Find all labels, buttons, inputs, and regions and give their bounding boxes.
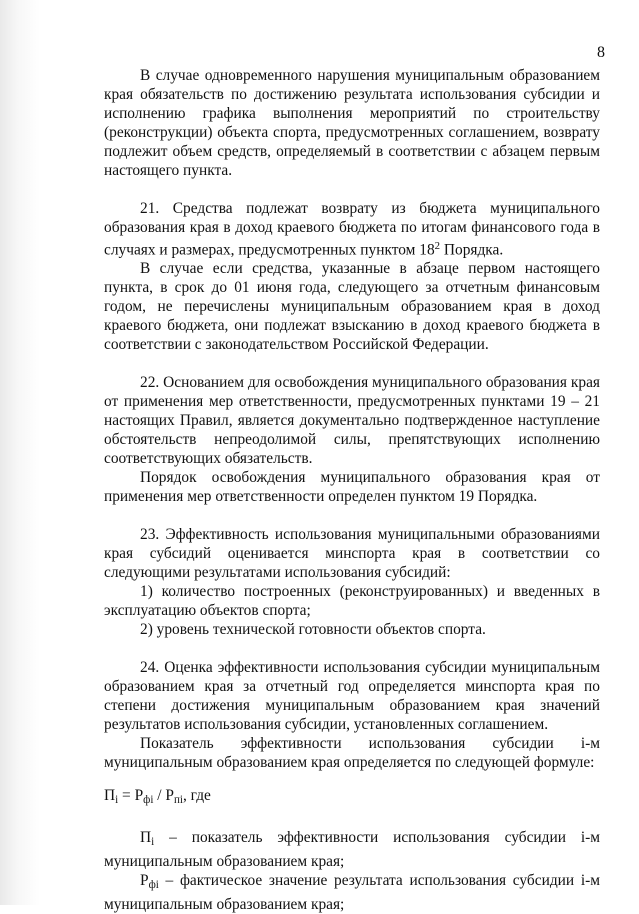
document-body (104, 66, 600, 914)
definition-p-sub: i (151, 835, 155, 848)
formula-p: П (104, 787, 116, 805)
list-item-1: 1) количество построенных (реконструированных) и введенных в эксплуатацию объектов спорта; (104, 583, 600, 620)
paragraph-22-procedure: Порядок освобождения муниципального образования края от применения мер ответственности определен пунктом 19 Порядка. (104, 469, 600, 506)
paragraph-24-formula-intro: Показатель эффективности использования субсидии i-м муниципальным образованием края определяется по следующей формуле: (104, 735, 600, 772)
paragraph-21-superscript: 2 (434, 240, 441, 252)
formula-rp-sub: пi (173, 794, 183, 807)
definition-rf (104, 871, 600, 914)
paragraph-22: 22. Основанием для освобождения муниципального образования края от применения мер ответственности, предусмотренных пунктами 19 – 21 настоящих Правил, является документально подтвержденное наступление обстоятельств непреодолимой силы, препятствующих исполнению соответствующих обязательств. (104, 374, 600, 468)
page-number: 8 (597, 44, 605, 61)
formula-p-sub: i (115, 794, 119, 807)
definition-rf-symbol: Р (140, 871, 149, 889)
paragraph-21-tail: Порядка. (440, 241, 504, 259)
formula-slash: / Р (153, 787, 174, 805)
definition-p (104, 828, 600, 871)
list-item-2: 2) уровень технической готовности объектов спорта. (140, 621, 486, 639)
definition-p-text: – показатель эффективности использования субсидии i-м муниципальным образованием края; (104, 829, 600, 870)
definition-rf-text: – фактическое значение результата использования субсидии i-м муниципальным образованием края; (104, 871, 600, 913)
formula-tail: , где (182, 787, 211, 805)
formula-rf-sub: фi (143, 794, 154, 807)
paragraph-21-recovery: В случае если средства, указанные в абзаце первом настоящего пункта, в срок до 01 июня года, следующего за отчетным финансовым годом, не перечислены муниципальным образованием края в доход краевого бюджета, они подлежат взысканию в доход краевого бюджета в соответствии с законодательством Российской Федерации. (104, 260, 600, 354)
paragraph-23: 23. Эффективность использования муниципальными образованиями края субсидий оценивается минспорта края в соответствии со следующими результатами использования субсидий: (104, 526, 600, 582)
paragraph-21-text: 21. Средства подлежат возврату из бюджета муниципального образования края в доход краевого бюджета по итогам финансового года в случаях и размерах, предусмотренных пунктом 18 (104, 200, 600, 259)
formula-eq: = Р (118, 787, 144, 805)
paragraph-21 (104, 199, 600, 259)
definition-p-symbol: П (140, 829, 152, 847)
formula (104, 786, 600, 810)
definition-rf-sub: фi (148, 878, 159, 891)
paragraph-penalty-combined: В случае одновременного нарушения муниципальным образованием края обязательств по достижению результата использования субсидии и исполнению графика выполнения мероприятий по строительству (реконструкции) объекта спорта, предусмотренных соглашением, возврату подлежит объем средств, определяемый в соответствии с абзацем первым настоящего пункта. (104, 67, 600, 179)
paragraph-24: 24. Оценка эффективности использования субсидии муниципальным образованием края за отчетный год определяется минспорта края по степени достижения муниципальным образованием края значений результатов использования субсидии, установленных соглашением. (104, 659, 600, 734)
